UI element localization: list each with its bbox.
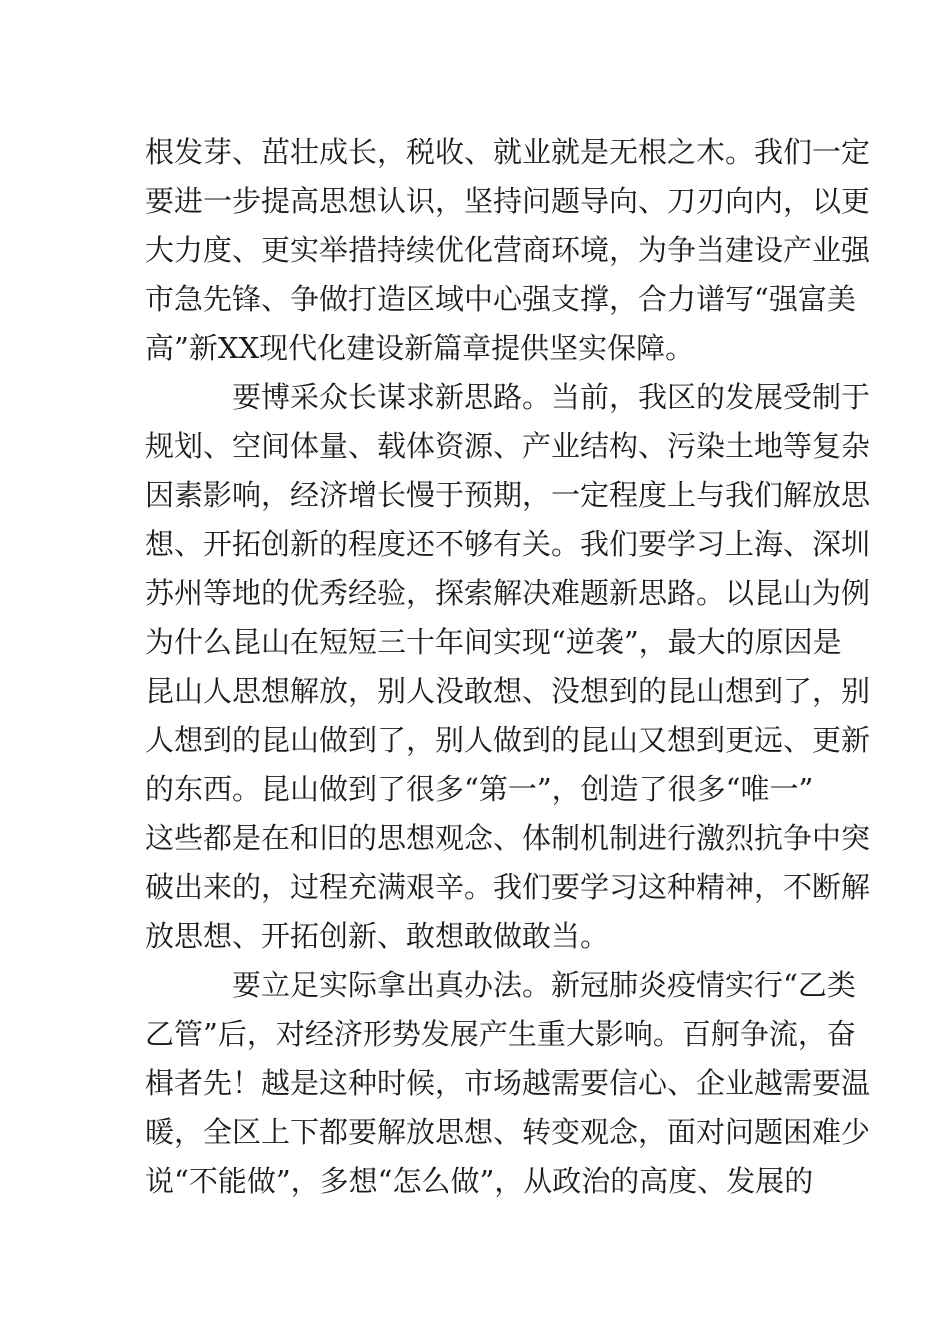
text-line: 规划、空间体量、载体资源、产业结构、污染土地等复杂	[145, 429, 871, 463]
text-line: 楫者先！越是这种时候，市场越需要信心、企业越需要温	[145, 1066, 871, 1100]
text-line: 为什么昆山在短短三十年间实现“逆袭”，最大的原因是	[145, 625, 842, 659]
text-line: 想、开拓创新的程度还不够有关。我们要学习上海、深圳	[145, 527, 871, 561]
text-line: 放思想、开拓创新、敢想敢做敢当。	[145, 919, 610, 953]
text-line: 市急先锋、争做打造区域中心强支撑，合力谱写“强富美	[145, 282, 856, 316]
text-line: 乙管”后，对经济形势发展产生重大影响。百舸争流，奋	[145, 1017, 856, 1051]
body-text	[145, 128, 871, 1206]
text-line: 破出来的，过程充满艰辛。我们要学习这种精神，不断解	[145, 870, 871, 904]
text-line: 暖，全区上下都要解放思想、转变观念，面对问题困难少	[145, 1115, 871, 1149]
text-line: 人想到的昆山做到了，别人做到的昆山又想到更远、更新	[145, 723, 871, 757]
text-line: 这些都是在和旧的思想观念、体制机制进行激烈抗争中突	[145, 821, 871, 855]
paragraph-heading-line: 要博采众长谋求新思路。当前，我区的发展受制于	[232, 380, 871, 414]
text-line: 要进一步提高思想认识，坚持问题导向、刀刃向内，以更	[145, 184, 871, 218]
text-line: 大力度、更实举措持续优化营商环境，为争当建设产业强	[145, 233, 871, 267]
text-line: 苏州等地的优秀经验，探索解决难题新思路。以昆山为例	[145, 576, 871, 610]
text-line: 因素影响，经济增长慢于预期，一定程度上与我们解放思	[145, 478, 871, 512]
text-line: 高”新XX现代化建设新篇章提供坚实保障。	[145, 331, 695, 365]
text-line: 根发芽、茁壮成长，税收、就业就是无根之木。我们一定	[145, 135, 871, 169]
text-line: 的东西。昆山做到了很多“第一”，创造了很多“唯一”	[145, 772, 814, 806]
text-line: 说“不能做”，多想“怎么做”，从政治的高度、发展的	[145, 1164, 814, 1198]
text-line: 昆山人思想解放，别人没敢想、没想到的昆山想到了，别	[145, 674, 871, 708]
paragraph-heading-line: 要立足实际拿出真办法。新冠肺炎疫情实行“乙类	[232, 968, 856, 1002]
